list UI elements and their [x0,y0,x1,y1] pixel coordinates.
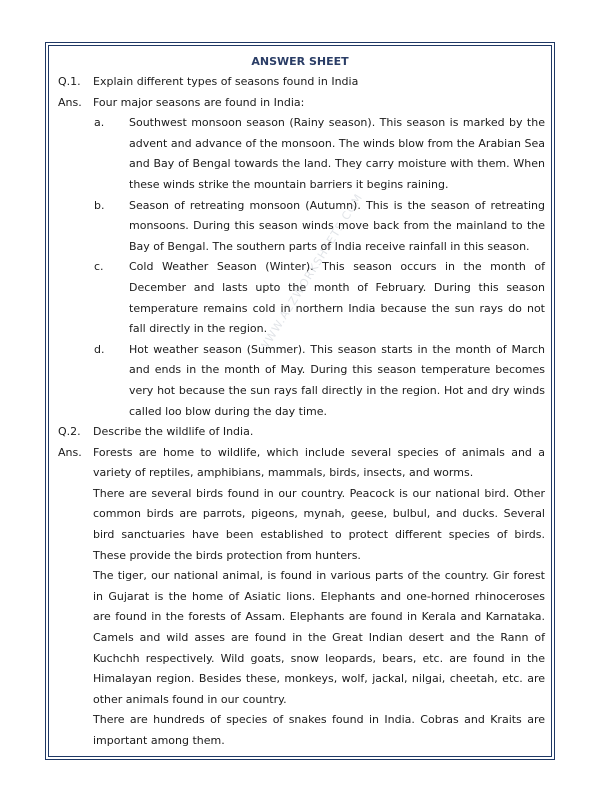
season-item-label: a. [94,116,105,130]
answer-2-paragraph: Forests are home to wildlife, which include several species of animals and a variety of reptiles, amphibians, mammals, birds, insects, and worms. [93,445,545,480]
sheet-title: ANSWER SHEET [251,55,349,68]
season-item-a [49,113,551,195]
question-1-text: Explain different types of seasons found in India [93,75,359,88]
season-item-label: c. [94,260,104,274]
answer-2 [49,443,551,484]
season-item-text: Hot weather season (Summer). This season starts in the month of March and ends in the month of May. During this season temperature becomes very hot because the sun rays fall directly in the region. Hot and dry winds called loo blow during the day time. [129,342,545,418]
season-item-label: d. [94,342,105,356]
season-item-b [49,196,551,258]
answer-1-intro: Four major seasons are found in India: [93,95,305,109]
answer-1 [49,93,551,114]
answer-sheet [45,42,555,760]
season-item-label: b. [94,198,105,212]
answer-2-label: Ans. [58,445,82,459]
question-2 [49,422,551,443]
question-2-label: Q.2. [58,425,81,439]
season-item-text: Cold Weather Season (Winter). This season occurs in the month of December and lasts upto the month of February. During this season temperature remains cold in northern India because the sun rays do not fall directly in the region. [129,260,545,336]
watermark: WWW.A2ZWORKSHEETS.COM [256,191,366,355]
question-1-label: Q.1. [58,75,81,88]
season-item-d [49,340,551,422]
season-item-text: Southwest monsoon season (Rainy season). This season is marked by the advent and advance of the monsoon. The winds blow from the Arabian Sea and Bay of Bengal towards the land. They carry moisture with them. When these winds strike the mountain barriers it begins raining. [129,116,545,191]
answer-2-paragraph: There are several birds found in our country. Peacock is our national bird. Other common birds are parrots, pigeons, mynah, geese, bulbul, and ducks. Several bird sanctuaries have been established to protect different species of birds. These provide the birds protection from hunters. [93,486,545,562]
question-1 [49,72,551,93]
question-2-text: Describe the wildlife of India. [93,425,254,439]
answer-2-paragraph: The tiger, our national animal, is found in various parts of the country. Gir forest in Gujarat is the home of Asiatic lions. Elephants and one-horned rhinoceroses are found in the forests of Assam. Elephants are found in Kerala and Karnataka. Camels and wild asses are found in the Great Indian desert and the Rann of Kuchchh respectively. Wild goats, snow leopards, bears, etc. are found in the Himalayan region. Besides these, monkeys, wolf, jackal, nilgai, cheetah, etc. are other animals found in our country. [93,569,545,706]
season-item-text: Season of retreating monsoon (Autumn). This is the season of retreating monsoons. During this season winds move back from the mainland to the Bay of Bengal. The southern parts of India receive rainfall in this season. [129,198,545,253]
answer-1-label: Ans. [58,95,82,109]
answer-2-paragraph: There are hundreds of species of snakes found in India. Cobras and Kraits are important among them. [93,713,545,747]
season-item-c [49,257,551,339]
